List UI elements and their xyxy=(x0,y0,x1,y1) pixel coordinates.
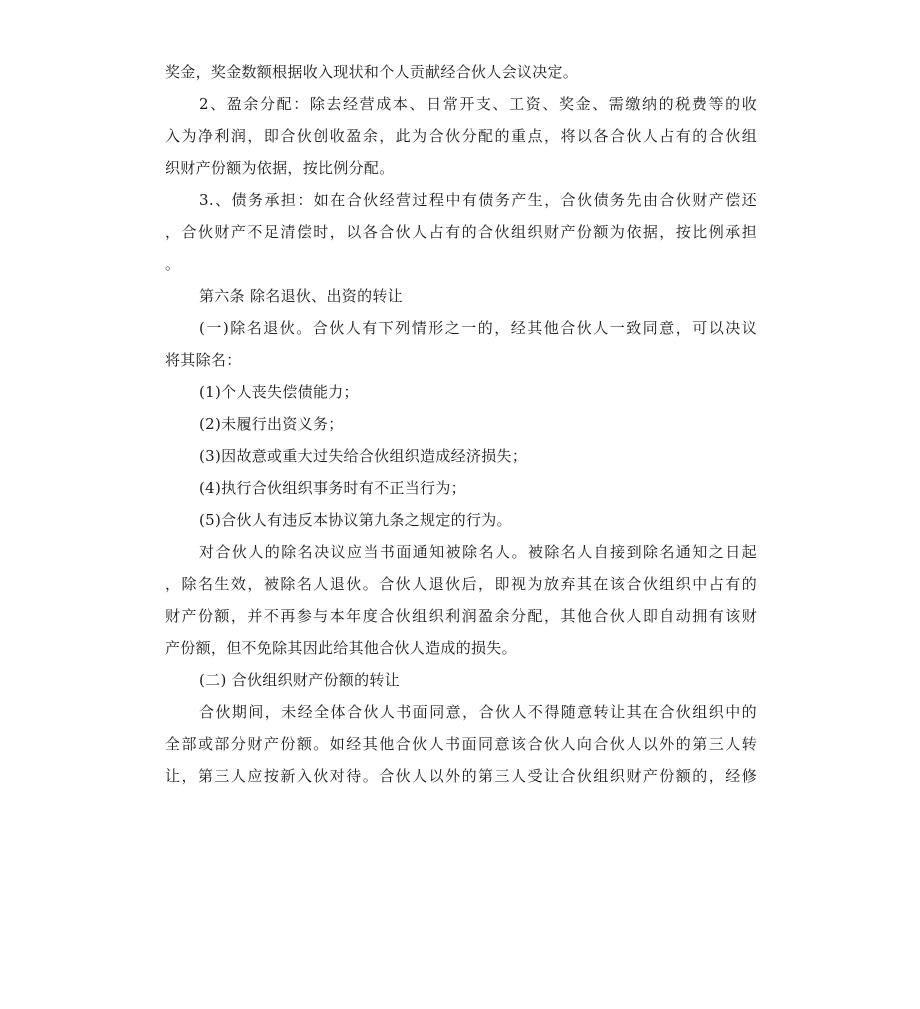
paragraph-line: ，合伙财产不足清偿时，以各合伙人占有的合伙组织财产份额为依据，按比例承担 xyxy=(165,223,757,241)
paragraph-line: 财产份额，并不再参与本年度合伙组织利润盈余分配，其他合伙人即自动拥有该财 xyxy=(165,607,757,625)
paragraph-line: 将其除名： xyxy=(165,351,242,369)
paragraph-line: 织财产份额为依据，按比例分配。 xyxy=(165,159,395,177)
list-item: (5)合伙人有违反本协议第九条之规定的行为。 xyxy=(199,511,512,529)
paragraph-line: 合伙期间，未经全体合伙人书面同意，合伙人不得随意转让其在合伙组织中的 xyxy=(199,703,757,721)
paragraph-line: 让，第三人应按新入伙对待。合伙人以外的第三人受让合伙组织财产份额的，经修 xyxy=(165,767,757,785)
paragraph-line: 全部或部分财产份额。如经其他合伙人书面同意该合伙人向合伙人以外的第三人转 xyxy=(165,735,757,753)
list-item: (4)执行合伙组织事务时有不正当行为； xyxy=(199,479,466,497)
paragraph-line: 产份额，但不免除其因此给其他合伙人造成的损失。 xyxy=(165,639,517,657)
document-body xyxy=(165,56,757,792)
section-heading: 第六条 除名退伙、出资的转让 xyxy=(199,287,403,305)
list-item: (3)因故意或重大过失给合伙组织造成经济损失； xyxy=(199,447,528,465)
paragraph-line: 。 xyxy=(165,255,181,273)
paragraph-line: 3.、债务承担：如在合伙经营过程中有债务产生，合伙债务先由合伙财产偿还 xyxy=(199,191,757,209)
paragraph-line: 奖金，奖金数额根据收入现状和个人贡献经合伙人会议决定。 xyxy=(165,63,579,81)
paragraph-line: (一)除名退伙。合伙人有下列情形之一的，经其他合伙人一致同意，可以决议 xyxy=(199,319,757,337)
paragraph-line: 2、盈余分配：除去经营成本、日常开支、工资、奖金、需缴纳的税费等的收 xyxy=(199,95,757,113)
list-item: (1)个人丧失偿债能力； xyxy=(199,383,359,401)
list-item: (2)未履行出资义务； xyxy=(199,415,344,433)
paragraph-line: 对合伙人的除名决议应当书面通知被除名人。被除名人自接到除名通知之日起 xyxy=(199,543,757,561)
section-heading: (二) 合伙组织财产份额的转让 xyxy=(199,671,400,689)
paragraph-line: 入为净利润，即合伙创收盈余，此为合伙分配的重点，将以各合伙人占有的合伙组 xyxy=(165,127,757,145)
paragraph-line: ，除名生效，被除名人退伙。合伙人退伙后，即视为放弃其在该合伙组织中占有的 xyxy=(165,575,757,593)
